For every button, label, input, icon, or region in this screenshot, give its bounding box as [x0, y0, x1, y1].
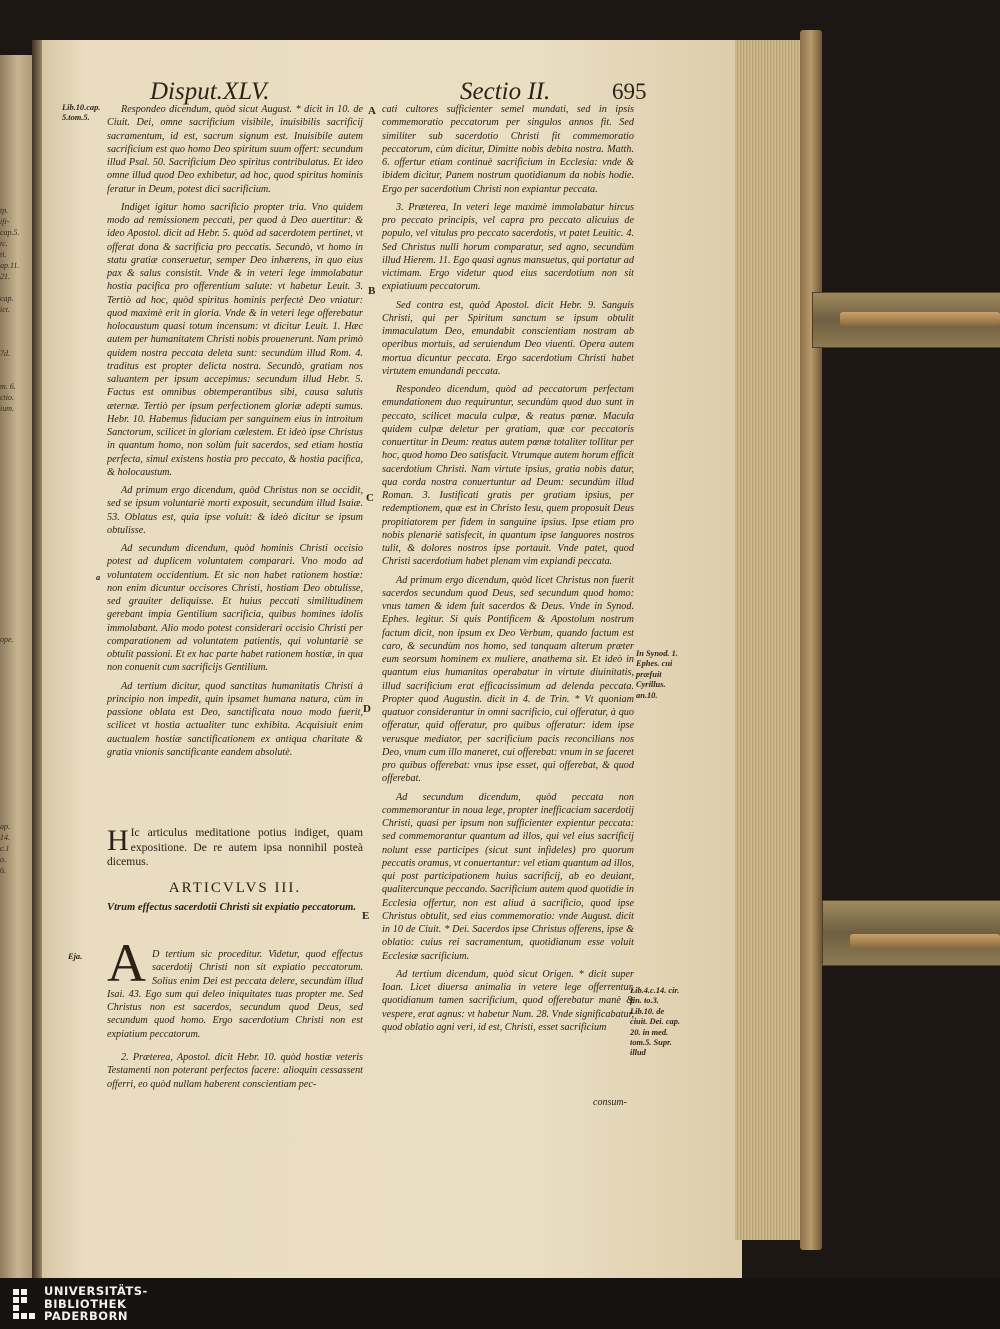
left-fragment-line: ti. — [0, 250, 7, 259]
section-letter-d: D — [363, 703, 371, 715]
left-fragment-line — [0, 623, 34, 634]
left-fragment-line: ict. — [0, 305, 10, 314]
left-fragment-line — [0, 546, 34, 557]
left-fragment-line — [0, 480, 34, 491]
left-fragment-line — [0, 645, 34, 656]
paragraph: Respondeo dicendum, quòd ad peccatorum perfectam emundationem duo requiruntur, secundùm quod duo sunt in peccato, scilicet macula culpæ, & reatus pœnæ. Macula quidem culpæ deletur per gratiam, quæ cor peccatoris conuertitur in Deum: reatus autem pœnæ totaliter tollitur per hoc, quod homo Deo satisfacit. Vtrumque autem horum efficit sacerdotium Christi. Nam virtute ipsius, gratia nobis datur, qua corda nostra conuertuntur ad Deum: secundùm illud Roman. 3. Iustificati gratis per gratiam ipsius, per redemptionem, quæ est in Christo Iesu, quem proposuit Deus propitiatorem per fidem in sanguine ipsius. Ipse etiam pro nobis plenariè satisfecit, in quantum ipse languores nostros tulit, & dolores nostros ipse portauit. Vnde patet, quod Christi sacerdotium habet plenam vim expiandi peccata. — [382, 384, 634, 568]
paragraph: Ad secundum dicendum, quòd peccata non commemorantur in noua lege, propter inefficaciam sacerdotij Christi, quasi per ipsum non sufficienter expientur peccata: sed commemorantur quantum ad illos, qui vel eius sacrificij nolunt esse participes (sicut sunt infideles) pro quorum peccatis oramus, vt conuertantur: vel etiam quantum ad illos, qui post participationem huius sacrificij, ab eo deuiant, qualitercunque peccando. Sacrificium autem quod quotidie in Ecclesia offertur, non est aliud à sacrificio, quod ipse Christus obtulit, sed eius commemoratio: vnde August. dicit in 10 de Ciuit. * Dei. Sacerdos ipse Christus offerens, ipse & oblatio: cuius rei sacramentum, quotidianum esse voluit Ecclesiæ sacrificium. — [382, 791, 634, 962]
left-fragment-line — [0, 810, 34, 821]
left-fragment-line: tc. — [0, 239, 8, 248]
article-question: Vtrum effectus sacerdotii Christi sit expiatio peccatorum. — [107, 902, 357, 913]
left-fragment-line — [0, 744, 34, 755]
intro-initial: H — [107, 824, 129, 857]
left-fragment-line — [0, 513, 34, 524]
left-fragment-line — [0, 535, 34, 546]
left-fragment-line — [0, 315, 34, 326]
margin-note-left-top: Lib.10.cap. 5.tom.5. — [62, 103, 101, 123]
left-fragment-line — [0, 568, 34, 579]
page-edges — [735, 40, 805, 1240]
left-fragment-line: ope. — [0, 635, 14, 644]
left-fragment-line — [0, 282, 34, 293]
left-fragment-line — [0, 601, 34, 612]
library-name-line-2: BIBLIOTHEK — [44, 1296, 127, 1311]
paragraph: D tertium sic proceditur. Videtur, quod effectus sacerdotij Christi non sit expiatio peccatorum. Solius enim Dei est peccata delere, secundùm illud Isai. 43. Ego sum qui deleo iniquitates tuas propter me. Sed Christus non est sacerdos, secundum quod Deus, sed secundum quod homo. Ergo sacerdotium Christi non est expiatium peccatorum. — [107, 949, 363, 1040]
left-fragment-line — [0, 766, 34, 777]
left-fragment-line: ap.11. — [0, 261, 20, 270]
article-intro — [107, 826, 363, 870]
left-fragment-line — [0, 590, 34, 601]
left-fragment-line — [0, 722, 34, 733]
section-letter-a: A — [368, 105, 376, 117]
left-fragment-line: 6. — [0, 866, 6, 875]
left-fragment-line — [0, 733, 34, 744]
left-fragment-line — [0, 414, 34, 425]
paragraph: Sed contra est, quòd Apostol. dicit Hebr. 9. Sanguis Christi, qui per Spiritum sanctum se ipsum obtulit immaculatum Deo, emundabit conscientiam nostram ab operibus mortuis, ad seruiendum Deo viuenti. Opera autem mortua dicuntur peccata. Ergo sacerdotium Christi habet virtutem emundandi peccata. — [382, 299, 634, 377]
left-fragment-line — [0, 788, 34, 799]
left-fragment-line: ium. — [0, 404, 14, 413]
left-fragment-line — [0, 524, 34, 535]
right-text-column — [382, 103, 634, 1034]
left-fragment-line: 7d. — [0, 349, 10, 358]
left-fragment-line — [0, 667, 34, 678]
left-text-column — [107, 103, 363, 759]
left-fragment-line — [0, 678, 34, 689]
library-name-line-3: PADERBORN — [44, 1309, 129, 1323]
paragraph: cati cultores sufficienter semel mundati, sed in ipsis commemoratio peccatorum per singulos annos fit. Sed similiter sub sacerdotio Christi fit commemoratio peccatorum, cùm dicitur, Dimitte nobis debita nostra. Matth. 6. offertur etiam continuè sacrificium in Ecclesia: vnde & ibidem dicitur, Panem nostrum quotidianum da nobis hodie. Ergo per sacerdotium Christi non expiantur peccata. — [382, 104, 634, 195]
library-name-line-1: UNIVERSITÄTS- — [44, 1284, 148, 1298]
margin-note-right-synod: In Synod. 1. Ephes. cui præfuit Cyrillus. an.10. — [636, 649, 678, 700]
paragraph: Ad primum ergo dicendum, quòd licet Christus non fuerit sacerdos secundum quod Deus, sed secundum quod homo: vnus tamen & idem fuit sacerdos & Deus. Vnde in Synod. Ephes. legitur. Si quis Pontificem & Apostolum nostrum factum dicit, non ipsum ex Deo Verbum, quando factum est caro, & secundùm nos homo, sed tanquam alterum præter eum seorsum hominem ex muliere, anathema sit. Et ideò in quantum eius humanitas operabatur in virtute diuinitatis, illud sacrificium erat efficacissimum ad delenda peccata. Propter quod Augustin. dicit in 4. de Trin. * Vt quoniam quatuor considerantur in omni sacrificio, cui offeratur, à quo offeratur, quid offeratur, pro quibus offeratur: idem ipse verusque mediator, per sacrificium pacis reconcilians nos Deo, vnum cum illo maneret, cui offerebat: vnum in se faceret pro quibus offerebat: vnus ipse esset, qui offerebat, & quod offerebat. — [382, 574, 634, 785]
left-fragment-line — [0, 799, 34, 810]
left-fragment-line — [0, 469, 34, 480]
section-letter-c: C — [366, 492, 374, 504]
library-logo-icon — [10, 1286, 36, 1326]
paragraph: Ad tertium dicitur, quod sanctitas humanitatis Christi à principio non impedit, quin ipsamet humana natura, cùm in passione oblata est Deo, sanctificata nouo modo fuerit, scilicet vt hostia actualiter tunc exhibita. Acquisiuit enim auctualem hostiæ sanctificationem ex antiqua charitate & gratia vnionis sanctificante eandem absolutè. — [107, 680, 363, 758]
intro-text: Ic articulus meditatione potius indiget, quam expositione. De re autem ipsa nonnihil posteà dicemus. — [107, 826, 363, 869]
left-fragment-line — [0, 777, 34, 788]
article-heading: ARTICVLVS III. — [168, 880, 302, 896]
left-fragment-line: cap. — [0, 294, 14, 303]
left-fragment-line — [0, 491, 34, 502]
margin-note-left-bottom: Eja. — [68, 952, 83, 961]
left-fragment-line — [0, 370, 34, 381]
left-fragment-line: o. — [0, 855, 6, 864]
left-fragment-line — [0, 700, 34, 711]
left-fragment-line: 21. — [0, 272, 10, 281]
left-fragment-line — [0, 612, 34, 623]
left-fragment-line: 14. — [0, 833, 10, 842]
left-fragment-line — [0, 425, 34, 436]
left-fragment-line — [0, 458, 34, 469]
left-fragment-line: ctio. — [0, 393, 14, 402]
left-fragment-line: ap. — [0, 822, 10, 831]
left-fragment-line — [0, 579, 34, 590]
left-fragment-line: cap.5. — [0, 228, 20, 237]
left-fragment-line — [0, 557, 34, 568]
left-fragment-line — [0, 326, 34, 337]
clasp-bottom-pin — [850, 934, 1000, 948]
left-fragment-line — [0, 689, 34, 700]
drop-cap-initial: A — [107, 933, 146, 993]
paragraph: Ad secundum dicendum, quòd hominis Christi occisio potest ad duplicem voluntatem comparari. Vno modo ad voluntatem occidentium. Et sic non habet rationem hostiæ: non enim dicuntur occisores Christi, hostiam Deo obtulisse, sed grauiter deliquisse. Et huius peccati similitudinem gerebant impia Gentilium sacrificia, quibus homines idolis immolabant. Alio modo potest considerari occisio Christi per comparationem ad voluntatem patientis, qui voluntariè se obtulit passioni. Et ex hac parte habet rationem hostiæ, in qua non conuenit cum sacrificijs Gentilium. — [107, 543, 363, 674]
section-letter-e: E — [362, 910, 370, 922]
catchword: consum- — [593, 1097, 627, 1108]
left-fragment-line — [0, 337, 34, 348]
paragraph: Indiget igitur homo sacrificio propter tria. Vno quidem modo ad remissionem peccati, per quod à Deo auertitur: & ideo Apostol. dicit ad Hebr. 5. quòd ad sacerdotem pertinet, vt offerat dona & sacrificia pro peccatis. Secundò, vt homo in statu gratiæ conseruetur, semper Deo inhærens, in quo eius pax & salus consistit. Vnde & in veteri lege immolabatur hostia pacifica pro offerentium salute: vt habetur Leuit. 3. Tertiò ad hoc, quòd spiritus hominis perfectè Deo vniatur: quod maximè erit in gloria. Vnde & in veteri lege offerebatur holocaustum quasi totum incensum: vt dicitur Leuit. 1. Hæc autem per humanitatem Christi nobis prouenerunt. Nam primò quidem nostra peccata deleta sunt: secundùm illud Rom. 4. traditus est propter delicta nostra. Secundò, gratiam nos saluantem per ipsum accepimus: secundum illud Hebr. 5. Factus est omnibus obtemperantibus sibi, causa salutis æternæ. Tertiò per ipsum perfectionem gloriæ adepti sumus. Hebr. 10. Habemus fiduciam per sanguinem eius in introitum Sanctorum, scilicet in gloriam cælestem. Et ideò ipse Christus in quantum homo, non solùm fuit sacerdos, sed etiam hostia perfecta, simul existens hostia pro peccato, & hostia pacifica, & holocaustum. — [107, 201, 364, 478]
paragraph: 3. Præterea, In veteri lege maximè immolabatur hircus pro peccato principis, vel capra pro peccato alicuius de populo, vel vitulus pro peccato sacerdotis, vt patet Leuitic. 4. Sed Christus nulli horum comparatur, sed agno, secundùm illud Hierem. 11. Ego quasi agnus mansuetus, qui portatur ad victimam. Ergo videtur quod eius sacerdotium non sit expiatiuum peccatorum. — [382, 201, 634, 293]
left-page-fragments — [0, 205, 34, 876]
running-head-disputation: Disput.XLV. — [150, 78, 270, 105]
left-fragment-line — [0, 711, 34, 722]
clasp-top-pin — [840, 312, 1000, 326]
margin-note-left-a: a — [96, 573, 101, 582]
paragraph: 2. Præterea, Apostol. dicit Hebr. 10. quòd hostiæ veteris Testamenti non poterant perfectos facere: alioquin cessassent offerri, eo quòd nullam haberent conscientiam pec- — [107, 1052, 363, 1090]
left-fragment-line — [0, 755, 34, 766]
page-number: 695 — [612, 79, 647, 104]
paragraph: Ad primum ergo dicendum, quòd Christus non se occidit, sed se ipsum voluntariè morti exposuit, secundùm illud Isaiæ. 53. Oblatus est, quia ipse voluit: & ideò dicitur se ipsum obtulisse. — [107, 485, 363, 536]
paragraph: Ad tertium dicendum, quòd sicut Origen. * dicit super Ioan. Licet diuersa animalia in vetere lege offerrentur, quotidianum tamen sacrificium, quod offerebatur manè & vespere, erat agnus: vt habetur Num. 28. Vnde significabatur, quod oblatio agni veri, id est, Christi, esset sacrificium — [382, 968, 634, 1033]
left-fragment-line — [0, 656, 34, 667]
left-fragment-line: m. 6. — [0, 382, 16, 391]
margin-note-right-refs: Lib.4.c.14. cir. fin. to.3. Lib.10. de ciuit. Dei. cap. 20. in med. tom.5. Supr. illud — [630, 986, 681, 1058]
left-fragment-line — [0, 359, 34, 370]
left-fragment-line: c.1 — [0, 844, 10, 853]
running-head-section: Sectio II. — [460, 78, 551, 105]
left-fragment-line — [0, 502, 34, 513]
clasp-bottom — [822, 900, 1000, 966]
book-cover-edge — [800, 30, 822, 1250]
left-fragment-line — [0, 436, 34, 447]
left-fragment-line — [0, 447, 34, 458]
article-body — [107, 933, 363, 1101]
paragraph: Respondeo dicendum, quòd sicut August. * dicit in 10. de Ciuit. Dei, omne sacrificium visibile, inuisibilis sacrificij sacramentum, id est, sacrum signum est. Inuisibile autem sacrificium est quo homo Deo spiritum suum offert: secundum illud Psal. 50. Sacrificium Deo spiritus contribulatus. Et ideo omne illud quod Deo exhibetur, ad hoc, quod spiritus hominis feratur in Deum, potest dici sacrificium. — [107, 104, 363, 195]
section-letter-b: B — [368, 285, 376, 297]
left-fragment-line: tp. — [0, 206, 9, 215]
left-fragment-line: ifi- — [0, 217, 10, 226]
